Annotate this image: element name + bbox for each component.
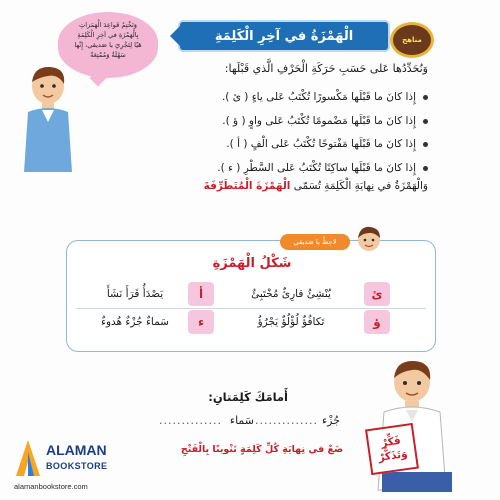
summary-plain: وَالْهَمْزَةُ في نِهايَةِ الْكَلِمَةِ تُسَمّى	[293, 180, 428, 192]
row-divider	[76, 308, 426, 309]
words-cell: تَكافُؤٌ لُؤْلُؤٌ يَجْرُؤُ	[257, 316, 325, 328]
lesson-title: الْهَمْزَةُ في آخِرِ الْكَلِمَةِ	[214, 28, 354, 44]
exercise-instruction: ضَعْ في نِهايَةِ كُلِّ كَلِمَةٍ تَنْوينًا بِالْفَتْحِ	[180, 444, 344, 455]
exercise-word: سَماء	[229, 414, 254, 427]
summary-text	[118, 180, 428, 192]
boy-illustration-top	[18, 62, 78, 177]
exercise-words	[159, 414, 340, 432]
table-row	[86, 310, 416, 334]
hamza-letter-cell: أ	[188, 282, 214, 306]
bubble-line: بِالْهَمْزَةِ في آخِرِ الْكَلِمَةِ	[77, 31, 139, 39]
exercise-title: أَمامَكَ كَلِمَتانِ:	[208, 390, 288, 404]
store-a-icon	[14, 438, 42, 478]
bubble-line: وَنَخْتِمُ قَواعِدَ الْهَمَزاتِ	[78, 21, 137, 29]
note-tag-label: لاحِظْ يا صَديقي	[293, 238, 337, 246]
rule-item: إِذا كانَ ما قَبْلَها مَكْسورًا تُكْتَبُ عَلى ياءٍ ( ئ ).	[128, 86, 428, 110]
series-logo-text: مناهج	[402, 36, 422, 44]
shapes-table-title: شَكْلُ الْهَمْزَةِ	[212, 256, 292, 271]
answer-blank[interactable]: ..............	[159, 414, 222, 427]
store-name	[46, 442, 107, 474]
think-remember-card	[365, 423, 419, 475]
rule-item: إِذا كانَ ما قَبْلَها مَضْمومًا تُكْتَبُ عَلى واوٍ ( ؤ ).	[128, 110, 428, 134]
store-name-sub: BOOKSTORE	[46, 461, 108, 471]
store-logo	[14, 438, 144, 484]
words-cell: سَماءٌ جُزْءٌ هُدوءٌ	[101, 316, 169, 328]
answer-blank[interactable]: ..............	[255, 414, 318, 427]
exercise-word: جُزْء	[321, 414, 340, 427]
store-name-main: ALAMAN	[46, 442, 107, 458]
think-line: فَكِّرْ	[380, 434, 402, 450]
intro-text: وَنُحَدِّدُها عَلى حَسَبِ حَرَكَةِ الْحَرْفِ الَّذي قَبْلَها:	[224, 62, 428, 75]
note-tag	[280, 234, 350, 250]
rule-item: إِذا كانَ ما قَبْلَها مَفْتوحًا تُكْتَبُ عَلى الْفٍ ( أ ).	[128, 133, 428, 157]
table-row	[86, 282, 416, 306]
girl-head-icon	[352, 224, 386, 254]
think-line: وَتَذَكَّرْ	[377, 447, 409, 464]
rule-item: إِذا كانَ ما قَبْلَها ساكِنًا تُكْتَبُ عَلى السَّطْرِ ( ء ).	[128, 157, 428, 181]
lesson-title-banner	[180, 22, 388, 50]
hamza-letter-cell: ؤ	[364, 310, 390, 334]
hamza-letter-cell: ء	[188, 310, 214, 334]
bubble-line: هَيّا لِتَجْرِيَ يا صَديقي، إِنَّها	[74, 41, 142, 49]
rules-list	[128, 86, 428, 180]
summary-highlight: الْهَمْزَةَ الْمُتَطَرِّفَةَ	[203, 180, 291, 192]
series-logo	[390, 22, 434, 58]
hamza-letter-cell: ئ	[364, 282, 390, 306]
store-url[interactable]: alamanbookstore.com	[14, 482, 88, 491]
words-cell: يُنْشِئُ قارِئٌ مُخْتَبِئٌ	[251, 288, 331, 300]
bubble-line: سَهْلَةٌ وَمُمْتِعَةٌ	[90, 51, 126, 59]
words-cell: يَصْدَأُ قَرَأَ نَشَأَ	[106, 288, 164, 300]
